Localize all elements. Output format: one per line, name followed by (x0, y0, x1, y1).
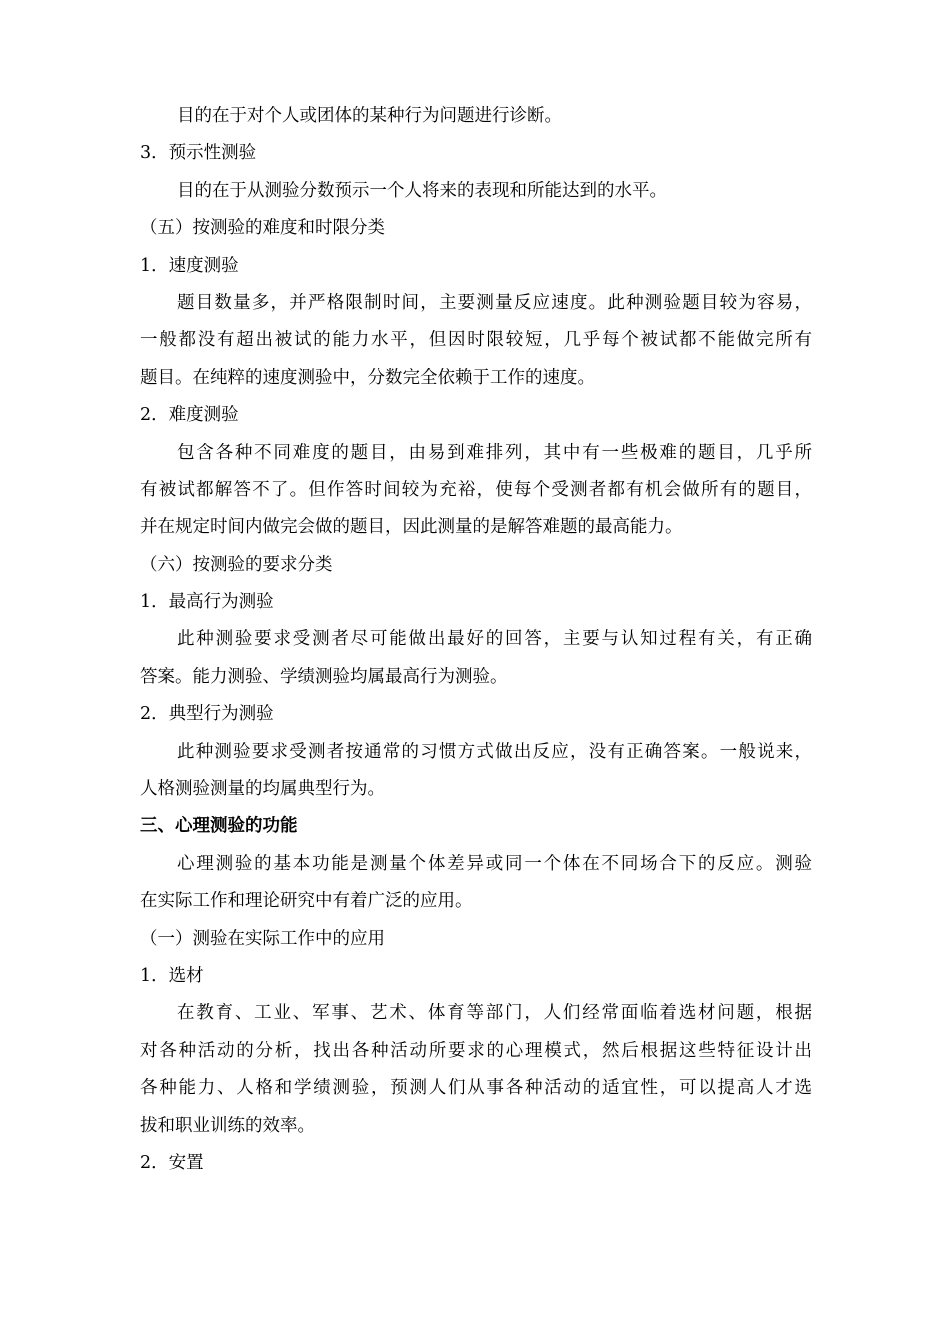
paragraph-line: 题目。在纯粹的速度测验中，分数完全依赖于工作的速度。 (140, 367, 595, 388)
paragraph-line: 人格测验测量的均属典型行为。 (140, 779, 385, 800)
paragraph-line: 在实际工作和理论研究中有着广泛的应用。 (140, 891, 473, 912)
heading-line: （一）测验在实际工作中的应用 (140, 928, 385, 949)
paragraph-line: 题目数量多，并严格限制时间，主要测量反应速度。此种测验题目较为容易， (177, 292, 812, 313)
heading-line: 1．最高行为测验 (140, 592, 274, 613)
heading-line: 2．典型行为测验 (140, 704, 274, 725)
document-page (140, 98, 812, 1182)
heading-line: 3．预示性测验 (140, 143, 257, 164)
paragraph-line: 目的在于从测验分数预示一个人将来的表现和所能达到的水平。 (177, 180, 667, 201)
paragraph-line: 目的在于对个人或团体的某种行为问题进行诊断。 (177, 106, 562, 126)
heading-line: 2．安置 (140, 1152, 204, 1173)
heading-line: （五）按测验的难度和时限分类 (140, 218, 385, 239)
paragraph-line: 此种测验要求受测者尽可能做出最好的回答，主要与认知过程有关，有正确 (177, 629, 812, 650)
paragraph-line: 有被试都解答不了。但作答时间较为充裕，使每个受测者都有机会做所有的题目， (140, 479, 812, 500)
heading-line: 2．难度测验 (140, 405, 239, 426)
paragraph-line: 各种能力、人格和学绩测验，预测人们从事各种活动的适宜性，可以提高人才选 (140, 1078, 812, 1099)
heading-line: （六）按测验的要求分类 (140, 554, 333, 575)
paragraph-line: 此种测验要求受测者按通常的习惯方式做出反应，没有正确答案。一般说来， (177, 741, 812, 762)
paragraph-line: 在教育、工业、军事、艺术、体育等部门，人们经常面临着选材问题，根据 (177, 1003, 812, 1024)
paragraph-line: 心理测验的基本功能是测量个体差异或同一个体在不同场合下的反应。测验 (177, 853, 812, 874)
paragraph-line: 并在规定时间内做完会做的题目，因此测量的是解答难题的最高能力。 (140, 517, 683, 538)
section-heading: 三、心理测验的功能 (140, 816, 298, 837)
paragraph-line: 拔和职业训练的效率。 (140, 1115, 315, 1136)
heading-line: 1．速度测验 (140, 255, 239, 276)
paragraph-line: 答案。能力测验、学绩测验均属最高行为测验。 (140, 666, 508, 687)
heading-line: 1．选材 (140, 965, 204, 986)
paragraph-line: 包含各种不同难度的题目，由易到难排列，其中有一些极难的题目，几乎所 (177, 442, 812, 463)
paragraph-line: 对各种活动的分析，找出各种活动所要求的心理模式，然后根据这些特征设计出 (140, 1040, 812, 1061)
paragraph-line: 一般都没有超出被试的能力水平，但因时限较短，几乎每个被试都不能做完所有 (140, 330, 812, 351)
